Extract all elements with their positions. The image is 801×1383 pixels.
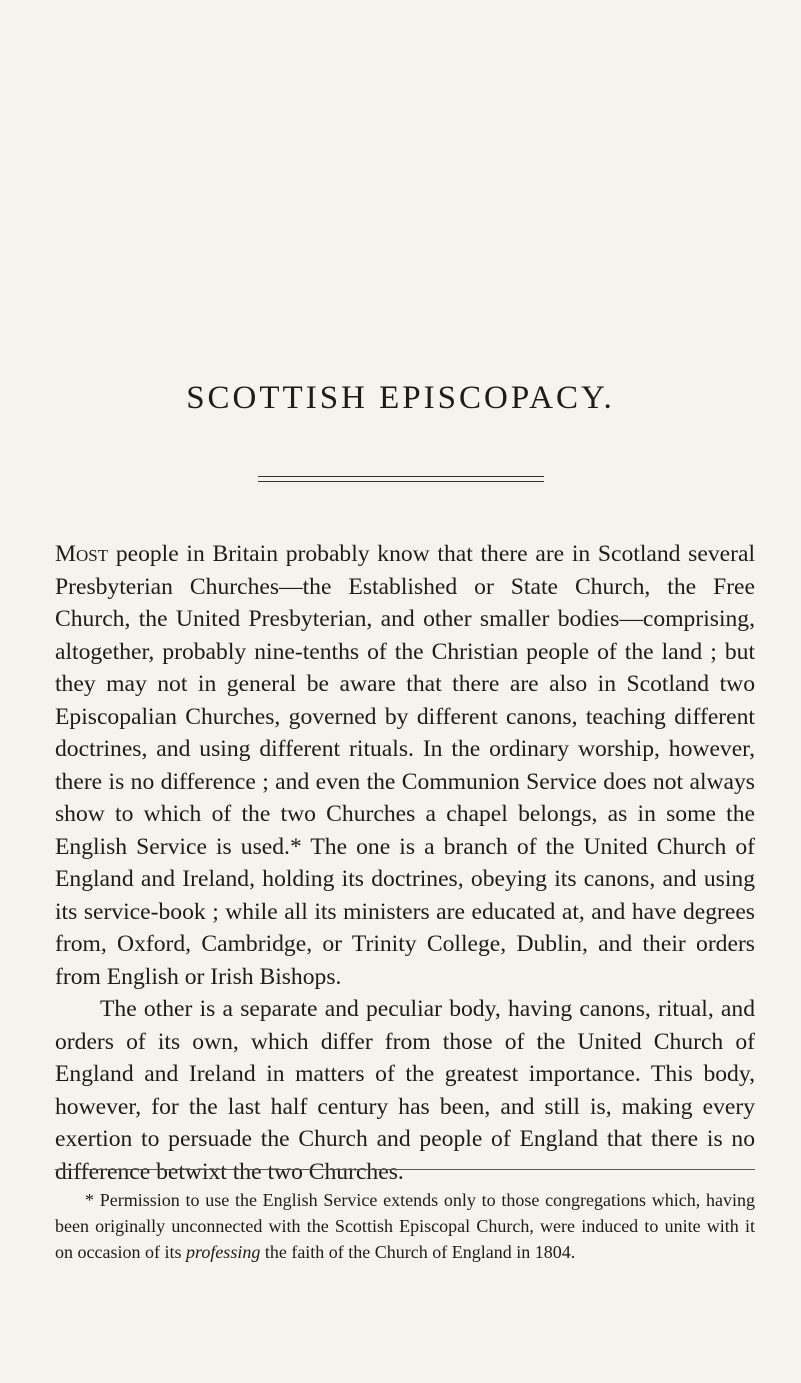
footnote [55, 1187, 755, 1265]
paragraph-2: The other is a separate and peculiar body, having canons, ritual, and orders of its own, which differ from those of the United Church of England and Ireland in matters of the greatest importance. This body, however, for the last half century has been, and still is, making every exertion to persuade the Church and people of England that there is no difference betwixt the two Churches. [55, 996, 755, 1185]
paragraph-lead-word: Most [55, 541, 109, 567]
paragraph-1-text: people in Britain probably know that there are in Scotland several Presbyterian Churches—the Established or State Church, the Free Church, the United Presbyterian, and other smaller bodies—comprising, altogether, probably nine-tenths of the Christian people of the land ; but they may not in general be aware that there are also in Scotland two Episcopalian Churches, governed by different canons, teaching different doctrines, and using different rituals. In the ordinary worship, however, there is no difference ; and even the Communion Service does not always show to which of the two Churches a chapel belongs, as in some the English Service is used.* The one is a branch of the United Church of England and Ireland, holding its doctrines, obeying its canons, and using its service-book ; while all its ministers are educated at, and have degrees from, Oxford, Cambridge, or Trinity College, Dublin, and their orders from English or Irish Bishops. [55, 541, 755, 990]
main-text [55, 538, 755, 1188]
footnote-divider [55, 1169, 755, 1171]
footnote-text-after: the faith of the Church of England in 1804. [260, 1242, 576, 1262]
title-divider [258, 476, 544, 482]
footnote-italic: professing [185, 1242, 261, 1262]
page-title: SCOTTISH EPISCOPACY. [186, 380, 615, 416]
footnote-text-before: * Permission to use the English Service extends only to those congregations which, having been originally unconnected with the Scottish Episcopal Church, were induced to unite with it on occasion of its [55, 1190, 755, 1262]
paragraph-1 [55, 538, 755, 993]
